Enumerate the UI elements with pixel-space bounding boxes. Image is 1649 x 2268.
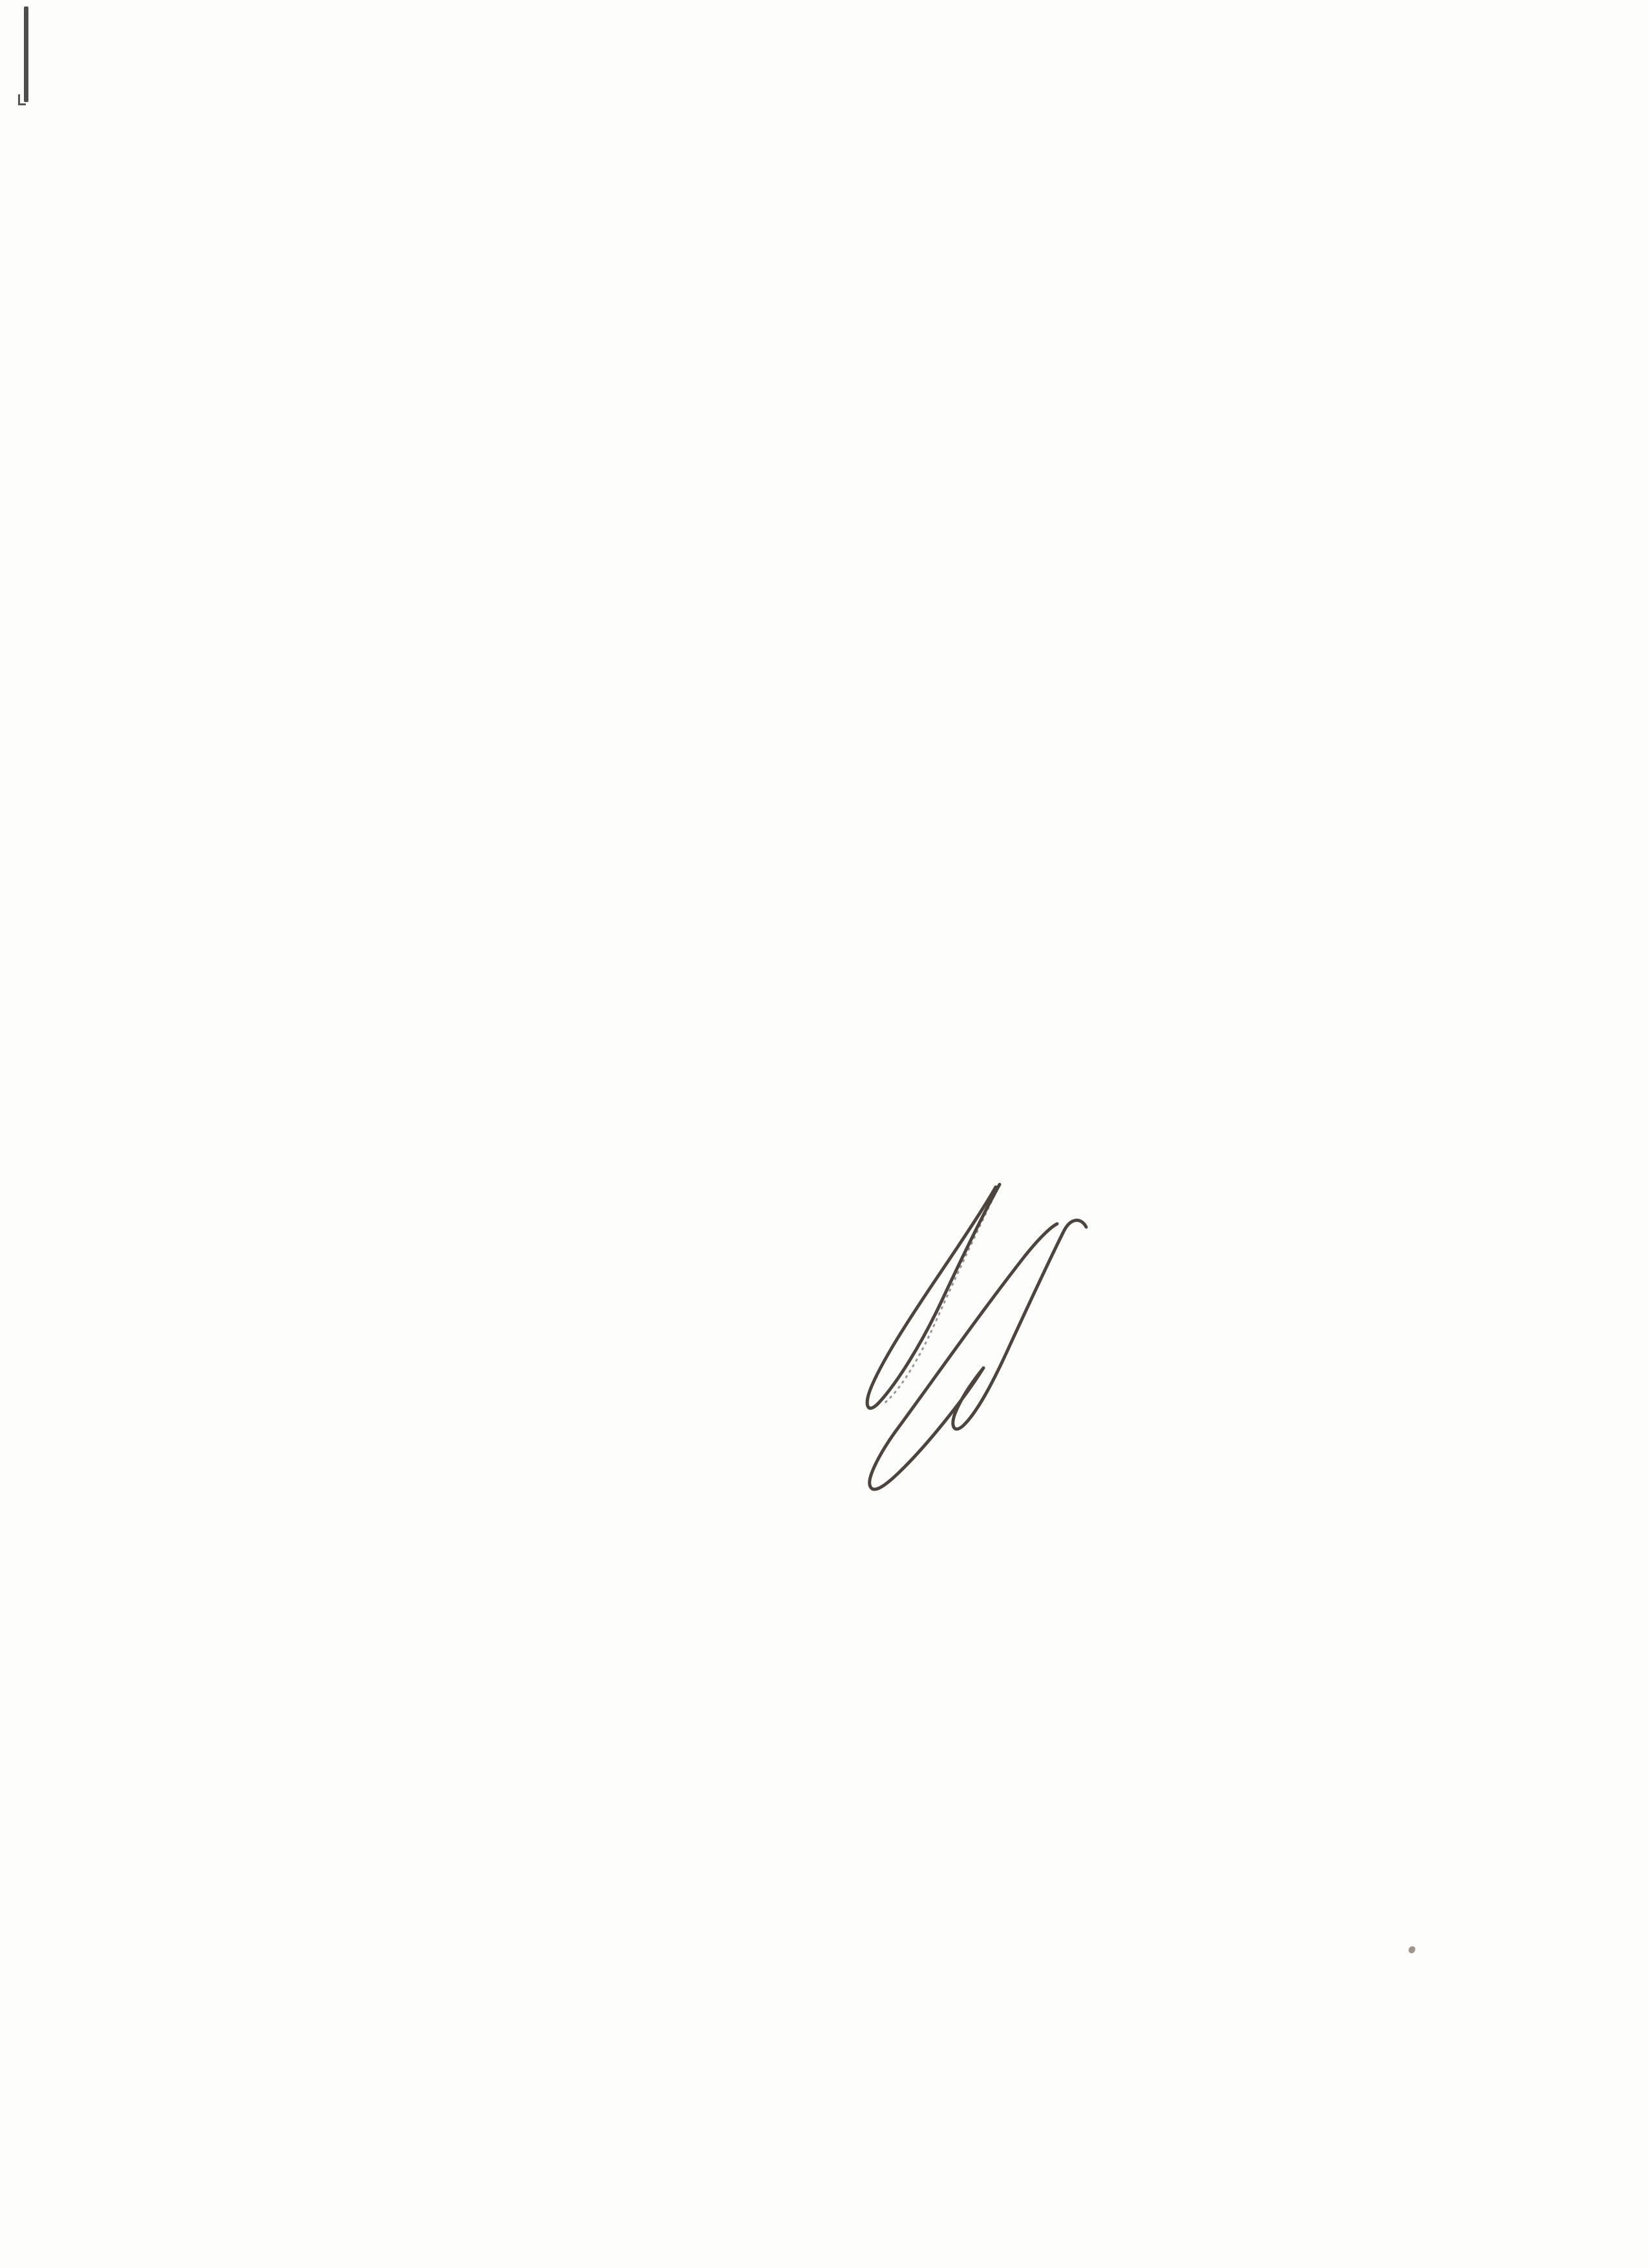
company-stamp-ghost-impression (106, 89, 635, 110)
signature-stroke-tail (870, 1221, 1086, 1489)
company-stamp (139, 69, 669, 84)
company-stamp-primary-impression (139, 69, 669, 84)
scan-artifact-bar (24, 6, 28, 102)
ink-speck (1408, 1946, 1416, 1954)
handwritten-signature (808, 1163, 1260, 1525)
